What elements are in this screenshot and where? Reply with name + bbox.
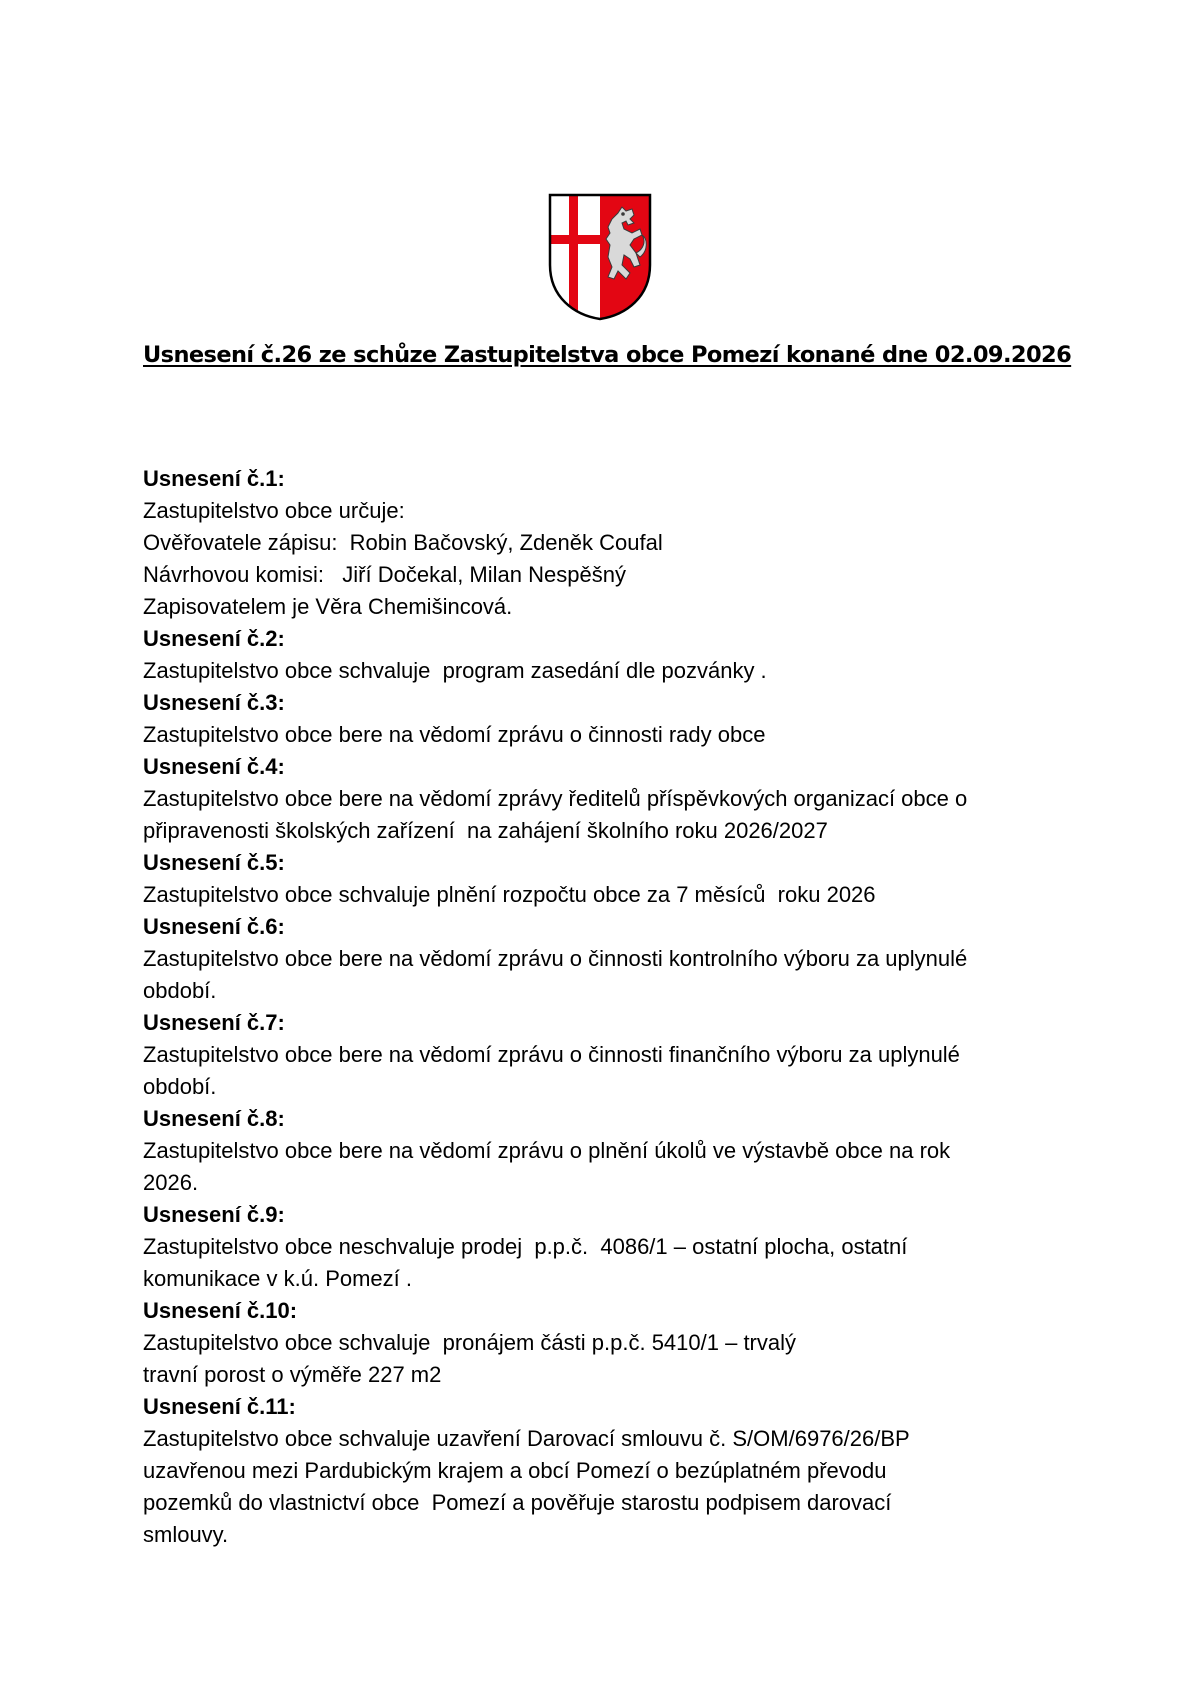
- resolution-text: Zapisovatelem je Věra Chemišincová.: [143, 594, 513, 619]
- resolution-text: travní porost o výměře 227 m2: [143, 1362, 442, 1387]
- resolution-2: [143, 623, 1073, 687]
- resolution-text: Zastupitelstvo obce bere na vědomí zprávu o plnění úkolů ve výstavbě obce na rok: [143, 1138, 951, 1163]
- resolution-heading: Usnesení č.10:: [143, 1298, 298, 1323]
- resolution-text: Zastupitelstvo obce schvaluje pronájem části p.p.č. 5410/1 – trvalý: [143, 1330, 797, 1355]
- resolution-10: [143, 1295, 1073, 1391]
- resolution-text: smlouvy.: [143, 1522, 229, 1547]
- page-title: Usnesení č.26 ze schůze Zastupitelstva obce Pomezí konané dne 02.09.2026: [143, 342, 1072, 368]
- resolution-text: Zastupitelstvo obce neschvaluje prodej p.p.č. 4086/1 – ostatní plocha, ostatní: [143, 1234, 908, 1259]
- resolution-heading: Usnesení č.5:: [143, 850, 285, 875]
- resolution-11: [143, 1391, 1073, 1551]
- resolution-text: připravenosti školských zařízení na zahájení školního roku 2026/2027: [143, 818, 828, 843]
- resolution-1: [143, 463, 1073, 623]
- resolution-text: Zastupitelstvo obce schvaluje plnění rozpočtu obce za 7 měsíců roku 2026: [143, 882, 876, 907]
- resolution-heading: Usnesení č.4:: [143, 754, 285, 779]
- resolution-text: Zastupitelstvo obce schvaluje program zasedání dle pozvánky .: [143, 658, 767, 683]
- resolution-6: [143, 911, 1073, 1007]
- resolution-text: Zastupitelstvo obce určuje:: [143, 498, 405, 523]
- resolution-heading: Usnesení č.8:: [143, 1106, 285, 1131]
- municipal-coat-of-arms-icon: [548, 193, 652, 321]
- resolution-text: Zastupitelstvo obce bere na vědomí zprávu o činnosti rady obce: [143, 722, 766, 747]
- resolution-3: [143, 687, 1073, 751]
- resolution-text: Zastupitelstvo obce bere na vědomí zprávu o činnosti finančního výboru za uplynulé: [143, 1042, 960, 1067]
- resolution-heading: Usnesení č.1:: [143, 466, 285, 491]
- resolution-text: komunikace v k.ú. Pomezí .: [143, 1266, 412, 1291]
- resolution-5: [143, 847, 1073, 911]
- resolution-text: Zastupitelstvo obce schvaluje uzavření Darovací smlouvu č. S/OM/6976/26/BP: [143, 1426, 910, 1451]
- resolution-text: pozemků do vlastnictví obce Pomezí a pověřuje starostu podpisem darovací: [143, 1490, 892, 1515]
- resolution-text: Zastupitelstvo obce bere na vědomí zprávy ředitelů příspěvkových organizací obce o: [143, 786, 968, 811]
- resolution-8: [143, 1103, 1073, 1199]
- resolutions-list: [143, 463, 1073, 1551]
- resolution-4: [143, 751, 1073, 847]
- resolution-text: období.: [143, 1074, 217, 1099]
- resolution-text: období.: [143, 978, 217, 1003]
- resolution-heading: Usnesení č.7:: [143, 1010, 285, 1035]
- resolution-heading: Usnesení č.2:: [143, 626, 285, 651]
- resolution-heading: Usnesení č.11:: [143, 1394, 296, 1419]
- resolution-heading: Usnesení č.3:: [143, 690, 285, 715]
- resolution-text: Zastupitelstvo obce bere na vědomí zprávu o činnosti kontrolního výboru za uplynulé: [143, 946, 968, 971]
- resolution-heading: Usnesení č.9:: [143, 1202, 285, 1227]
- resolution-text: Návrhovou komisi: Jiří Dočekal, Milan Nespěšný: [143, 562, 626, 587]
- resolution-9: [143, 1199, 1073, 1295]
- resolution-text: uzavřenou mezi Pardubickým krajem a obcí Pomezí o bezúplatném převodu: [143, 1458, 887, 1483]
- resolution-heading: Usnesení č.6:: [143, 914, 285, 939]
- resolution-7: [143, 1007, 1073, 1103]
- resolution-text: 2026.: [143, 1170, 199, 1195]
- resolution-text: Ověřovatele zápisu: Robin Bačovský, Zdeněk Coufal: [143, 530, 663, 555]
